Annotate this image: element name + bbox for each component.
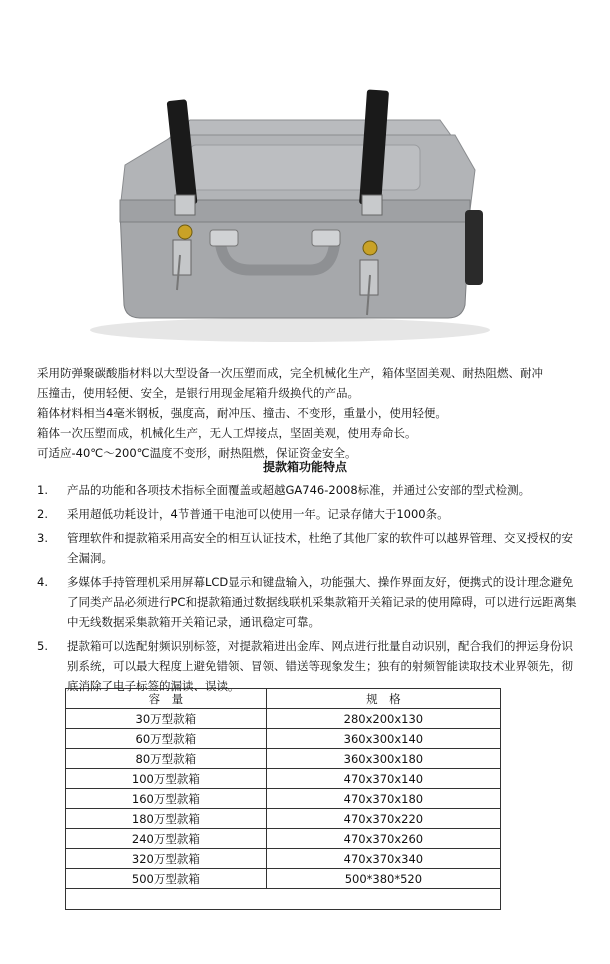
cell-size: 470x370x180	[266, 789, 500, 809]
feature-item	[37, 480, 577, 500]
table-row	[66, 709, 501, 729]
intro-line: 可适应-40℃～200℃温度不变形，耐热阻燃，保证资金安全。	[37, 446, 357, 460]
header-size: 规 格	[266, 689, 500, 709]
table-row	[66, 769, 501, 789]
table-row	[66, 829, 501, 849]
feature-item	[37, 636, 577, 696]
cell-size: 470x370x340	[266, 849, 500, 869]
feature-text: 提款箱可以选配射频识别标签，对提款箱进出金库、网点进行批量自动识别，配合我们的押运身份识别系统，可以最大程度上避免错领、冒领、错送等现象发生；独有的射频智能读取技术业界领先，彻底消除了电子标签的漏读、误读。	[67, 639, 573, 693]
feature-text: 管理软件和提款箱采用高安全的相互认证技术，杜绝了其他厂家的软件可以越界管理、交叉授权的安全漏洞。	[67, 531, 573, 565]
features-list	[37, 480, 577, 700]
feature-number: 1.	[37, 483, 48, 497]
intro-line: 箱体材料相当4毫米钢板，强度高，耐冲压、撞击、不变形，重量小，使用轻便。	[37, 406, 447, 420]
feature-text: 采用超低功耗设计，4节普通干电池可以使用一年。记录存储大于1000条。	[67, 507, 449, 521]
intro-paragraph	[37, 363, 577, 463]
header-capacity: 容 量	[66, 689, 267, 709]
feature-item	[37, 572, 577, 632]
feature-text: 产品的功能和各项技术指标全面覆盖或超越GA746-2008标准，并通过公安部的型式检测。	[67, 483, 531, 497]
cell-size: 470x370x260	[266, 829, 500, 849]
table-header-row	[66, 689, 501, 709]
feature-number: 3.	[37, 531, 48, 545]
cell-capacity: 60万型款箱	[66, 729, 267, 749]
cell-size: 360x300x140	[266, 729, 500, 749]
cell-capacity: 240万型款箱	[66, 829, 267, 849]
table-row	[66, 809, 501, 829]
feature-number: 4.	[37, 575, 48, 589]
cell-size: 360x300x180	[266, 749, 500, 769]
cell-size: 500*380*520	[266, 869, 500, 889]
table-row	[66, 869, 501, 889]
intro-line: 压撞击，使用轻便、安全，是银行用现金尾箱升级换代的产品。	[37, 386, 359, 400]
table-row	[66, 729, 501, 749]
intro-line: 箱体一次压塑而成，机械化生产，无人工焊接点，坚固美观，使用寿命长。	[37, 426, 417, 440]
feature-text: 多媒体手持管理机采用屏幕LCD显示和键盘输入，功能强大、操作界面友好，便携式的设计理念避免了同类产品必须进行PC和提款箱通过数据线联机采集款箱开关箱记录的使用障碍，可以进行远距离集中无线数据采集款箱开关箱记录，通讯稳定可靠。	[67, 575, 577, 629]
cell-size: 470x370x140	[266, 769, 500, 789]
cell-capacity: 500万型款箱	[66, 869, 267, 889]
cell-capacity: 320万型款箱	[66, 849, 267, 869]
feature-item	[37, 528, 577, 568]
cell-size: 280x200x130	[266, 709, 500, 729]
table-row-empty	[66, 889, 501, 910]
cell-size: 470x370x220	[266, 809, 500, 829]
intro-line: 采用防弹聚碳酸脂材料以大型设备一次压塑而成，完全机械化生产，箱体坚固美观、耐热阻燃、耐冲	[37, 366, 543, 380]
feature-item	[37, 504, 577, 524]
feature-number: 2.	[37, 507, 48, 521]
product-photo-case	[80, 60, 500, 350]
features-title: 提款箱功能特点	[262, 460, 347, 474]
cell-capacity: 180万型款箱	[66, 809, 267, 829]
cell-capacity: 80万型款箱	[66, 749, 267, 769]
spec-table	[65, 688, 501, 910]
table-row	[66, 789, 501, 809]
table-row	[66, 749, 501, 769]
cell-capacity: 160万型款箱	[66, 789, 267, 809]
cell-capacity: 30万型款箱	[66, 709, 267, 729]
cell-capacity: 100万型款箱	[66, 769, 267, 789]
empty-cell	[66, 889, 501, 910]
table-row	[66, 849, 501, 869]
feature-number: 5.	[37, 639, 48, 653]
